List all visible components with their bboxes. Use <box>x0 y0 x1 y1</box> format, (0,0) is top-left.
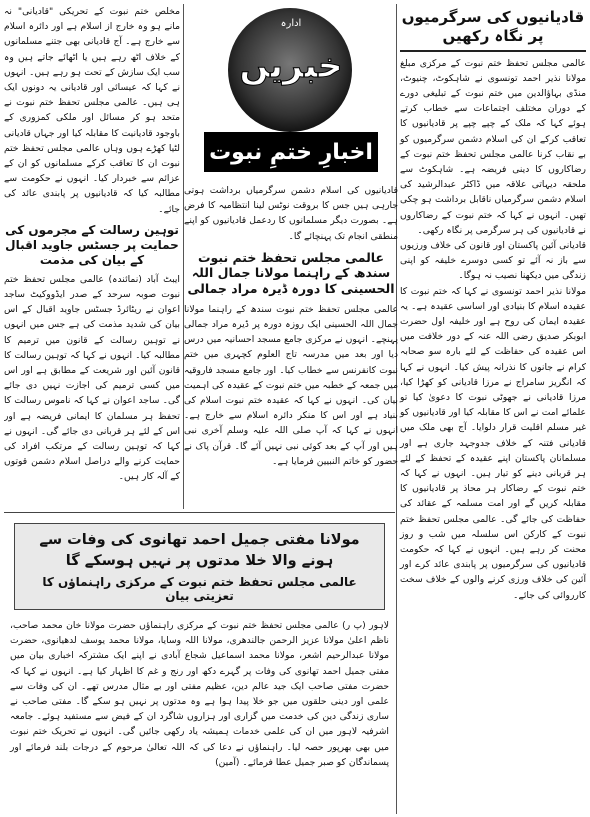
logo-arc-text: ادارہ <box>280 18 302 29</box>
bottom-article-headline: مولانا مفتی جمیل احمد تھانوی کی وفات سے ہونے والا خلا مدتوں پر نہیں ہوسکے گا <box>39 532 360 570</box>
middle-column-body: عالمی مجلس تحفظ ختم نبوت سندھ کے راہنما مولانا جمال اللہ الحسینی ایک روزہ دورہ پر ڈیرہ مراد جمالی پہنچے۔ انہوں نے مرکزی جامع مسجد احسانیہ میں درس دیا اور بعد میں مدرسہ تاج العلوم کچہری میں ختم نبوت کانفرنس سے خطاب کیا۔ اور جامع مسجد فاروقیہ میں جمعہ کے خطبہ میں ختم نبوت کے عقیدہ کی اہمیت بیان کی۔ انہوں نے کہا کہ عقیدہ ختم نبوت اسلام کی بنیاد ہے اور اس کا منکر دائرہ اسلام سے خارج ہے۔ انہوں نے کہا کہ آپ صلی اللہ علیہ وسلم آخری نبی ہیں اور آپ کے بعد کوئی نبی نہیں آئے گا۔ قرآن پاک نے حضور کو خاتم النبیین فرمایا ہے۔ <box>184 303 398 467</box>
middle-column-headline: عالمی مجلس تحفظ ختم نبوت سندھ کے راہنما مولانا جمال اللہ الحسینی کا دورہ ڈیرہ مراد جمالی <box>187 249 395 297</box>
bottom-article-subheadline: عالمی مجلس تحفظ ختم نبوت کے مرکزی راہنماؤں کا تعزیتی بیان <box>42 575 357 604</box>
right-column-paragraph: عالمی مجلس تحفظ ختم نبوت کے مرکزی مبلغ مولانا نذیر احمد تونسوی نے شاہکوٹ، چنیوٹ، منڈی بہاؤالدین میں ختم نبوت کے تبلیغی دورے کے دوران مختلف اجتماعات سے خطاب کرتے ہوئے کہا کہ ملک کے چپے چپے پر قادیانیوں کا تعاقب کرکے ان کی اسلام دشمن سرگرمیوں کو بے نقاب کرنا عالمی مجلس تحفظ ختم نبوت کے رضاکاروں کا دینی فریضہ ہے۔ شاہکوٹ سے ملحقہ دیہاتی علاقہ میں ڈاکٹر عبدالرشید کی اسلام دشمن سرگرمیاں ناقابل برداشت ہو چکی تھیں۔ انہوں نے کہا کہ ختم نبوت کے رضاکاروں نے قادیانیوں کی ہر سرگرمی پر نگاہ رکھی۔ <box>400 57 586 236</box>
right-column <box>396 4 586 814</box>
left-column-headline: توہین رسالت کے مجرموں کی حمایت پر جسٹس جاوید اقبال کے بیان کی مذمت <box>5 222 179 267</box>
bottom-article-body: لاہور (پ ر) عالمی مجلس تحفظ ختم نبوت کے مرکزی راہنماؤں حضرت مولانا خان محمد صاحب، ناظم اعلیٰ مولانا عزیز الرحمن جالندھری، مولانا اللہ وسایا، مولانا محمد یوسف لدھیانوی، حضرت مولانا عبدالرحیم اشعر، مولانا محمد اسماعیل شجاع آبادی نے اپنے ایک مشترکہ اخباری بیان میں مفتی جمیل احمد تھانوی کی وفات پر گہرے دکھ اور رنج و غم کا اظہار کیا ہے۔ انہوں نے کہا کہ حضرت مفتی صاحب ایک جید عالم دین، عظیم مفتی اور بے مثال مدرس تھے۔ ان کی وفات سے علمی اور دینی حلقوں میں جو خلا پیدا ہوا ہے وہ مدتوں پر نہیں ہو سکے گا۔ مفتی صاحب نے ساری زندگی دین کی خدمت میں گزاری اور ہزاروں شاگرد ان کے فیض سے مستفید ہوئے۔ جامعہ اشرفیہ لاہور میں ان کی علمی خدمات ہمیشہ یاد رکھی جائیں گی۔ انہوں نے تحریک ختم نبوت میں بھی بھرپور حصہ لیا۔ راہنماؤں نے دعا کی کہ اللہ تعالیٰ مرحوم کے درجات بلند فرمائے اور پسماندگان کو صبر جمیل عطا فرمائے۔ (آمین) <box>10 620 389 768</box>
right-column-paragraph: قادیانی آئین پاکستان اور قانون کی خلاف ورزیوں سے باز نہ آئے تو کسی دوسرے خلیفہ کو اپنی زندگی میں دیکھنا نصیب نہ ہوگا۔ <box>400 239 586 282</box>
bottom-article <box>4 512 395 813</box>
left-column-body: ایبٹ آباد (نمائندہ) عالمی مجلس تحفظ ختم نبوت صوبہ سرحد کے صدر ایڈووکیٹ ساجد اعوان نے ریٹائرڈ جسٹس جاوید اقبال کے اس بیان کی شدید مذمت کی ہے جس میں انہوں نے توہین رسالت کے قانون میں ترمیم کا مطالبہ کیا۔ انہوں نے کہا کہ توہین رسالت کا قانون آئین اور شریعت کے مطابق ہے اور اس میں کسی ترمیم کی اجازت نہیں دی جائے گی۔ ساجد اعوان نے کہا کہ ناموس رسالت کا تحفظ ہر مسلمان کا ایمانی فریضہ ہے اور اس کے لئے ہر قربانی دی جائے گی۔ انہوں نے کہا کہ توہین رسالت کے مرتکب افراد کی حمایت کرنے والے دراصل اسلام دشمن قوتوں کے آلہ کار ہیں۔ <box>4 273 180 483</box>
middle-column <box>184 4 398 509</box>
logo-banner: اخبارِ ختمِ نبوت <box>204 132 378 172</box>
middle-column-intro: قادیانیوں کی اسلام دشمن سرگرمیاں برداشت ہوتی جارہی ہیں جس کا بروقت نوٹس لینا انتظامیہ کا فرض ہے۔ بصورت دیگر مسلمانوں کا ردعمل قادیانیوں کو اپنے منطقی انجام تک پہنچائے گا۔ <box>184 185 398 242</box>
bottom-article-headline-box <box>14 523 385 610</box>
left-column-intro: مخلص ختم نبوت کے تحریکی "قادیانی" نہ مانے ہو وہ خارج از اسلام ہے اور دائرہ اسلام سے خارج ہے۔ آج قادیانی بھی جتنے مسلمانوں کے خلاف اٹھ رہے ہیں یا اٹھائے جاتے ہیں وہ سب ایک سازش کے تحت ہو رہے ہیں۔ انہوں نے کہا کہ عیسائی اور قادیانی یہ دونوں ایک ہی ہیں۔ عالمی مجلس تحفظ ختم نبوت نے متحد ہو کر مسائل اور ملکی کمزوری کے باوجود قادیانیت کا مقابلہ کیا اور جہاں قادیانی لٹیا کھڑے ہوں وہاں عالمی مجلس تحفظ ختم نبوت ان کا تعاقب کرکے مسلمانوں کو ان کے عزائم سے خبردار کیا۔ انہوں نے حکومت سے مطالبہ کیا کہ قادیانیوں پر پابندی عائد کی جائے۔ <box>4 6 180 215</box>
right-column-paragraph: مولانا نذیر احمد تونسوی نے کہا کہ ختم نبوت کا عقیدہ اسلام کا بنیادی اور اساسی عقیدہ ہے۔ یہ عقیدہ ایمان کی روح ہے اور خلیفہ اول حضرت ابوبکر صدیق رضی اللہ عنہ کے دور خلافت میں اس عقیدہ کی حفاظت کے لئے بارہ سو صحابہ کرام نے جانوں کا نذرانہ پیش کیا۔ انہوں نے کہا کہ انگریز سامراج نے مرزا قادیانی کو کھڑا کیا، مرزا قادیانی نے جھوٹی نبوت کا دعویٰ کیا تو علمائے امت نے اس کا مقابلہ کیا اور قادیانیوں کو غیر مسلم اقلیت قرار دلوایا۔ آج بھی ملک میں قادیانی فتنہ کے خلاف جدوجہد جاری ہے اور مسلمانان پاکستان اپنے عقیدہ کے تحفظ کے لئے ہر قربانی دینے کو تیار ہیں۔ انہوں نے کہا کہ ختم نبوت کے رضاکار ہر محاذ پر قادیانیوں کا مقابلہ کریں گے اور امت مسلمہ کے عقائد کی حفاظت کی جائے گی۔ عالمی مجلس تحفظ ختم نبوت کے کارکن اس سلسلہ میں شب و روز محنت کر رہے ہیں۔ انہوں نے کہا کہ حکومت قادیانیوں کی سرگرمیوں پر پابندی عائد کرے اور آئین کی خلاف ورزی کرنے والوں کے خلاف سخت کارروائی کی جائے۔ <box>400 285 586 601</box>
logo-word: خبریں <box>239 46 343 86</box>
newspaper-page <box>4 4 586 813</box>
bottom-article-body-wrapper <box>4 618 395 770</box>
newspaper-logo <box>186 4 396 179</box>
right-column-headline: قادیانیوں کی سرگرمیوں پر نگاہ رکھیں <box>400 4 586 52</box>
left-column <box>4 4 184 509</box>
